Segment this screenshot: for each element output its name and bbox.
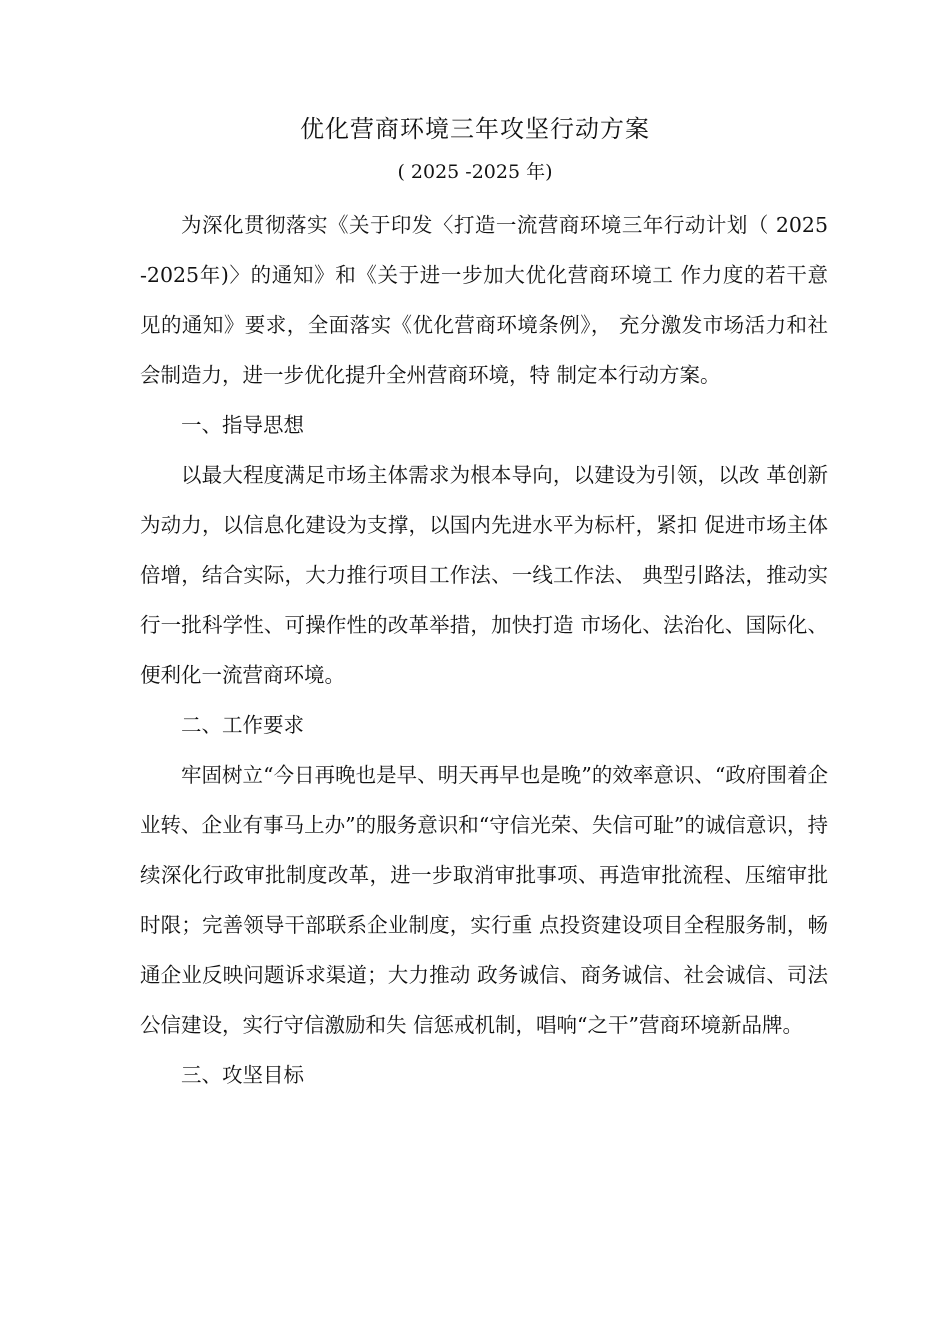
section-heading-goals: 三、攻坚目标: [181, 1063, 304, 1087]
document-title: 优化营商环境三年攻坚行动方案: [300, 115, 650, 143]
intro-paragraph: 为深化贯彻落实《关于印发〈打造一流营商环境三年行动计划（ 2025 -2025年)〉的通知》和《关于进一步加大优化营商环境工 作力度的若干意见的通知》要求，全面落实《优化营商环境条例》， 充分激发市场活力和社会制造力，进一步优化提升全州营商环境，特 制定本行动方案。: [140, 213, 828, 387]
document-body: [140, 200, 828, 1100]
section-paragraph-guiding-ideology: 以最大程度满足市场主体需求为根本导向，以建设为引领，以改 革创新为动力，以信息化建设为支撑，以国内先进水平为标杆，紧扣 促进市场主体倍增，结合实际，大力推行项目工作法、一线工作法、 典型引路法，推动实行一批科学性、可操作性的改革举措，加快打造 市场化、法治化、国际化、便利化一流营商环境。: [140, 463, 828, 687]
section-heading-work-requirements: 二、工作要求: [181, 713, 304, 737]
document-subtitle: ( 2025 -2025 年): [397, 161, 553, 183]
section-paragraph-work-requirements: 牢固树立“今日再晚也是早、明天再早也是晚”的效率意识、“政府围着企业转、企业有事马上办”的服务意识和“守信光荣、失信可耻”的诚信意识，持续深化行政审批制度改革，进一步取消审批事项、再造审批流程、压缩审批时限；完善领导干部联系企业制度，实行重 点投资建设项目全程服务制，畅通企业反映问题诉求渠道；大力推动 政务诚信、商务诚信、社会诚信、司法公信建设，实行守信激励和失 信惩戒机制，唱响“之干”营商环境新品牌。: [140, 763, 828, 1037]
section-heading-guiding-ideology: 一、指导思想: [181, 413, 304, 437]
